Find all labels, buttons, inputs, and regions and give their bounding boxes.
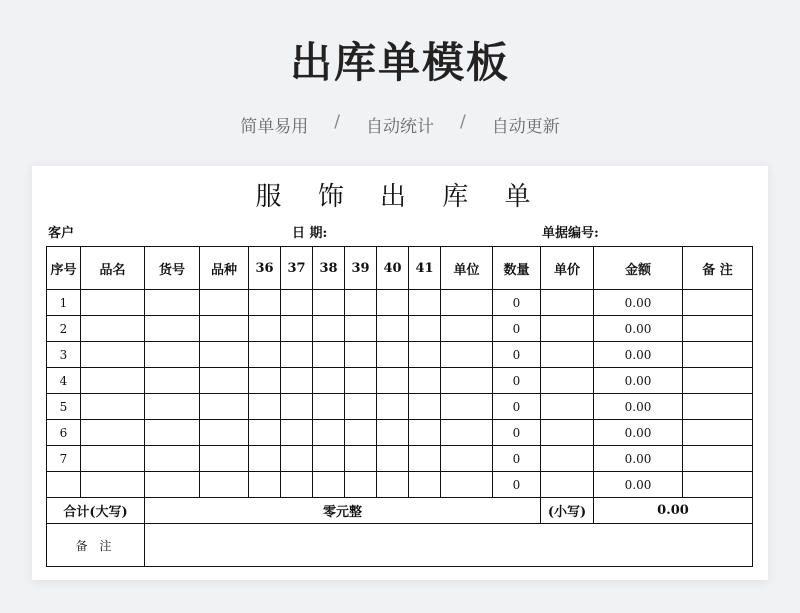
table-cell[interactable] bbox=[409, 446, 441, 472]
feature-item: 简单易用 bbox=[240, 117, 309, 137]
table-cell[interactable] bbox=[281, 316, 313, 342]
table-cell[interactable] bbox=[200, 446, 249, 472]
table-cell[interactable] bbox=[145, 394, 200, 420]
table-cell[interactable] bbox=[145, 316, 200, 342]
header-cell: 38 bbox=[313, 247, 345, 290]
table-cell[interactable] bbox=[81, 316, 145, 342]
table-cell[interactable] bbox=[409, 368, 441, 394]
table-cell[interactable] bbox=[541, 368, 594, 394]
feature-list bbox=[0, 112, 800, 137]
table-row bbox=[47, 394, 753, 420]
table-cell[interactable] bbox=[200, 420, 249, 446]
amount-cell[interactable]: 0.00 bbox=[594, 316, 683, 342]
table-cell[interactable] bbox=[313, 394, 345, 420]
total-row bbox=[47, 498, 753, 524]
table-cell[interactable] bbox=[200, 394, 249, 420]
table-cell[interactable] bbox=[313, 316, 345, 342]
table-cell[interactable] bbox=[313, 472, 345, 498]
table-cell[interactable] bbox=[345, 290, 377, 316]
feature-item: 自动统计 bbox=[366, 117, 434, 137]
table-cell[interactable] bbox=[683, 420, 753, 446]
table-cell[interactable] bbox=[377, 290, 409, 316]
table-cell[interactable] bbox=[441, 394, 493, 420]
table-cell[interactable] bbox=[541, 342, 594, 368]
amount-cell[interactable]: 0.00 bbox=[594, 342, 683, 368]
quantity-cell[interactable]: 0 bbox=[493, 446, 541, 472]
row-number-cell: 4 bbox=[47, 368, 81, 394]
form-sheet bbox=[32, 166, 768, 580]
table-cell[interactable] bbox=[683, 368, 753, 394]
remarks-field[interactable] bbox=[145, 524, 753, 567]
separator: / bbox=[334, 112, 340, 132]
table-cell[interactable] bbox=[541, 394, 594, 420]
table-cell[interactable] bbox=[541, 290, 594, 316]
total-upper-label: 合计(大写) bbox=[47, 498, 145, 524]
doc-number-label: 单据编号: bbox=[542, 226, 599, 241]
table-cell[interactable] bbox=[345, 368, 377, 394]
table-cell[interactable] bbox=[377, 394, 409, 420]
page-title: 出库单模板 bbox=[289, 38, 510, 87]
table-cell[interactable] bbox=[200, 290, 249, 316]
quantity-cell[interactable]: 0 bbox=[493, 316, 541, 342]
table-cell[interactable] bbox=[145, 368, 200, 394]
table-row bbox=[47, 472, 753, 498]
table-cell[interactable] bbox=[145, 446, 200, 472]
header-cell: 单位 bbox=[441, 247, 493, 290]
table-row bbox=[47, 342, 753, 368]
table-cell[interactable] bbox=[409, 342, 441, 368]
quantity-cell[interactable]: 0 bbox=[493, 420, 541, 446]
table-cell[interactable] bbox=[377, 342, 409, 368]
customer-label: 客户 bbox=[48, 226, 75, 241]
table-cell[interactable] bbox=[377, 446, 409, 472]
quantity-cell[interactable]: 0 bbox=[493, 394, 541, 420]
table-cell[interactable] bbox=[441, 446, 493, 472]
header-cell: 单价 bbox=[541, 247, 594, 290]
feature-item: 自动更新 bbox=[491, 117, 560, 137]
table-cell[interactable] bbox=[377, 316, 409, 342]
quantity-cell[interactable]: 0 bbox=[493, 342, 541, 368]
table-row bbox=[47, 368, 753, 394]
header-cell: 39 bbox=[345, 247, 377, 290]
table-cell[interactable] bbox=[249, 290, 281, 316]
table-cell[interactable] bbox=[441, 290, 493, 316]
header-cell: 数量 bbox=[493, 247, 541, 290]
table-cell[interactable] bbox=[345, 446, 377, 472]
row-number-cell: 3 bbox=[47, 342, 81, 368]
table-cell[interactable] bbox=[345, 342, 377, 368]
table-cell[interactable] bbox=[281, 446, 313, 472]
quantity-cell[interactable]: 0 bbox=[493, 472, 541, 498]
amount-cell[interactable]: 0.00 bbox=[594, 420, 683, 446]
table-cell[interactable] bbox=[249, 472, 281, 498]
table-cell[interactable] bbox=[281, 394, 313, 420]
table-cell[interactable] bbox=[249, 420, 281, 446]
table-cell[interactable] bbox=[200, 342, 249, 368]
table-row bbox=[47, 446, 753, 472]
date-label: 日 期: bbox=[292, 226, 328, 241]
table-cell[interactable] bbox=[81, 420, 145, 446]
table-cell[interactable] bbox=[249, 342, 281, 368]
amount-cell[interactable]: 0.00 bbox=[594, 394, 683, 420]
table-cell[interactable] bbox=[409, 420, 441, 446]
table-cell[interactable] bbox=[200, 316, 249, 342]
table-cell[interactable] bbox=[345, 472, 377, 498]
table-cell[interactable] bbox=[313, 342, 345, 368]
table-cell[interactable] bbox=[313, 290, 345, 316]
table-cell[interactable] bbox=[281, 420, 313, 446]
table-cell[interactable] bbox=[81, 342, 145, 368]
table-row bbox=[47, 420, 753, 446]
table-cell[interactable] bbox=[145, 472, 200, 498]
header-cell: 序号 bbox=[47, 247, 81, 290]
table-cell[interactable] bbox=[249, 394, 281, 420]
table-cell[interactable] bbox=[200, 472, 249, 498]
table-cell[interactable] bbox=[541, 446, 594, 472]
table-cell[interactable] bbox=[313, 368, 345, 394]
table-cell[interactable] bbox=[683, 472, 753, 498]
table-cell[interactable] bbox=[345, 316, 377, 342]
table-cell[interactable] bbox=[441, 368, 493, 394]
header-cell: 品名 bbox=[81, 247, 145, 290]
table-cell[interactable] bbox=[409, 290, 441, 316]
table-cell[interactable] bbox=[281, 368, 313, 394]
table-cell[interactable] bbox=[313, 446, 345, 472]
table-cell[interactable] bbox=[541, 420, 594, 446]
total-lower-label: (小写) bbox=[541, 498, 594, 524]
table-cell[interactable] bbox=[683, 290, 753, 316]
header-cell: 40 bbox=[377, 247, 409, 290]
table-cell[interactable] bbox=[81, 446, 145, 472]
amount-cell[interactable]: 0.00 bbox=[594, 368, 683, 394]
table-cell[interactable] bbox=[249, 446, 281, 472]
row-number-cell: 2 bbox=[47, 316, 81, 342]
table-cell[interactable] bbox=[81, 368, 145, 394]
separator: / bbox=[460, 112, 466, 132]
table-cell[interactable] bbox=[81, 290, 145, 316]
outbound-table bbox=[46, 246, 753, 567]
table-row bbox=[47, 290, 753, 316]
row-number-cell: 6 bbox=[47, 420, 81, 446]
quantity-cell[interactable]: 0 bbox=[493, 368, 541, 394]
row-number-cell: 7 bbox=[47, 446, 81, 472]
header-cell: 41 bbox=[409, 247, 441, 290]
header-cell: 品种 bbox=[200, 247, 249, 290]
remarks-label: 备 注 bbox=[47, 524, 145, 567]
total-lower-amount[interactable]: 0.00 bbox=[594, 498, 753, 524]
header-cell: 37 bbox=[281, 247, 313, 290]
table-row bbox=[47, 316, 753, 342]
table-cell[interactable] bbox=[441, 342, 493, 368]
table-cell[interactable] bbox=[345, 420, 377, 446]
table-cell[interactable] bbox=[409, 394, 441, 420]
table-cell[interactable] bbox=[377, 368, 409, 394]
row-number-cell: 1 bbox=[47, 290, 81, 316]
table-cell[interactable] bbox=[683, 394, 753, 420]
table-cell[interactable] bbox=[249, 368, 281, 394]
table-cell[interactable] bbox=[81, 394, 145, 420]
table-cell[interactable] bbox=[81, 472, 145, 498]
row-number-cell bbox=[47, 472, 81, 498]
header-cell: 36 bbox=[249, 247, 281, 290]
amount-cell[interactable]: 0.00 bbox=[594, 290, 683, 316]
table-cell[interactable] bbox=[249, 316, 281, 342]
table-cell[interactable] bbox=[441, 316, 493, 342]
table-cell[interactable] bbox=[541, 316, 594, 342]
amount-cell[interactable]: 0.00 bbox=[594, 446, 683, 472]
table-cell[interactable] bbox=[541, 472, 594, 498]
table-cell[interactable] bbox=[281, 290, 313, 316]
table-cell[interactable] bbox=[409, 472, 441, 498]
row-number-cell: 5 bbox=[47, 394, 81, 420]
remarks-row bbox=[47, 524, 753, 567]
table-cell[interactable] bbox=[409, 316, 441, 342]
form-title: 服 饰 出 库 单 bbox=[255, 182, 545, 212]
table-cell[interactable] bbox=[313, 420, 345, 446]
table-cell[interactable] bbox=[200, 368, 249, 394]
table-cell[interactable] bbox=[441, 420, 493, 446]
amount-cell[interactable]: 0.00 bbox=[594, 472, 683, 498]
table-cell[interactable] bbox=[145, 420, 200, 446]
table-cell[interactable] bbox=[441, 472, 493, 498]
table-cell[interactable] bbox=[345, 394, 377, 420]
header-row bbox=[47, 247, 753, 290]
table-cell[interactable] bbox=[377, 420, 409, 446]
table-cell[interactable] bbox=[683, 342, 753, 368]
quantity-cell[interactable]: 0 bbox=[493, 290, 541, 316]
table-cell[interactable] bbox=[145, 342, 200, 368]
table-cell[interactable] bbox=[145, 290, 200, 316]
total-upper-amount[interactable]: 零元整 bbox=[145, 498, 541, 524]
table-cell[interactable] bbox=[281, 472, 313, 498]
table-cell[interactable] bbox=[683, 446, 753, 472]
header-cell: 备 注 bbox=[683, 247, 753, 290]
header-cell: 货号 bbox=[145, 247, 200, 290]
table-cell[interactable] bbox=[281, 342, 313, 368]
header-cell: 金额 bbox=[594, 247, 683, 290]
table-cell[interactable] bbox=[377, 472, 409, 498]
table-cell[interactable] bbox=[683, 316, 753, 342]
